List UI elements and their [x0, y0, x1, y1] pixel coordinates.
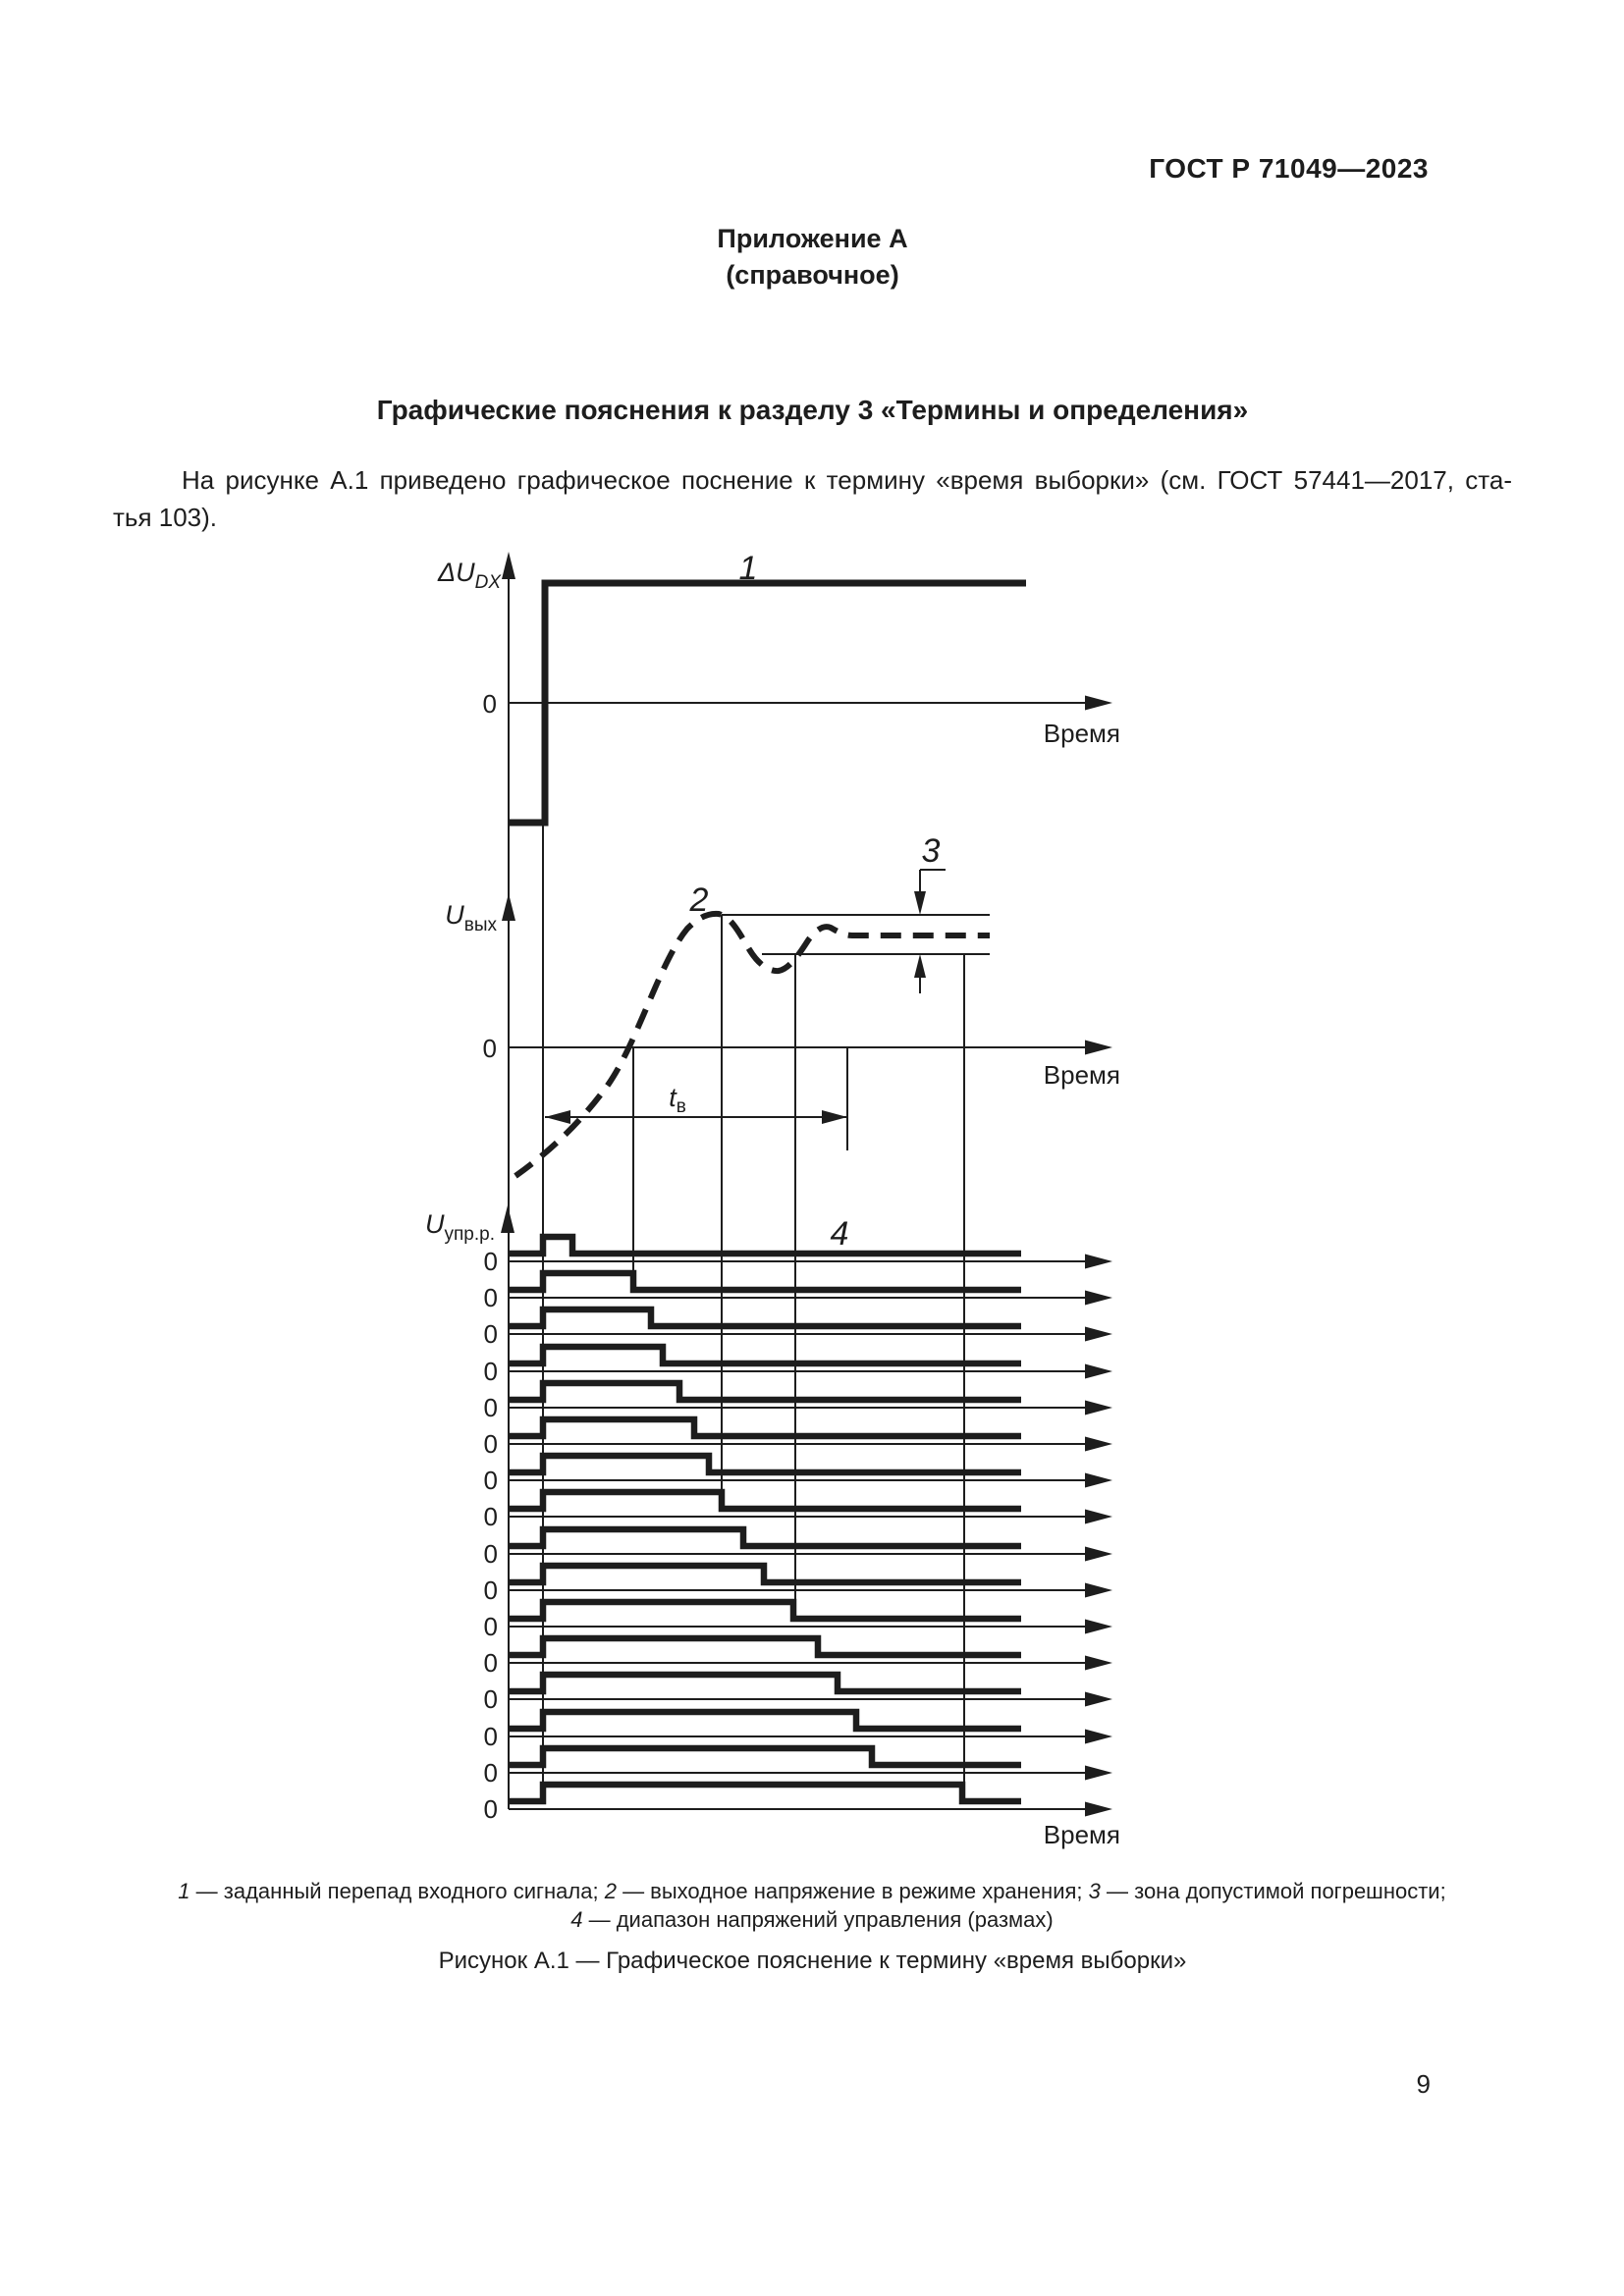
control-pulse [509, 1785, 1021, 1801]
control-pulse [509, 1383, 1021, 1400]
control-pulse [509, 1492, 1021, 1509]
axis-arrow-icon [1085, 1692, 1112, 1707]
y2-axis-arrow-icon [502, 893, 515, 921]
axis-arrow-icon [1085, 1327, 1112, 1342]
legend-text-1: — заданный перепад входного сигнала; [189, 1879, 605, 1903]
zero-label: 0 [482, 1034, 497, 1063]
pulse-rows [484, 1237, 1112, 1824]
legend-line2 [79, 1905, 1545, 1934]
legend-text-4: — диапазон напряжений управления (размах) [582, 1907, 1054, 1932]
control-pulse [509, 1712, 1021, 1729]
control-pulse [509, 1675, 1021, 1691]
paragraph-line2: тья 103). [113, 503, 218, 532]
axis-arrow-icon [1085, 1437, 1112, 1452]
zero-label: 0 [483, 1539, 498, 1569]
y1-axis-label: $\Delta U_{DX}$ [437, 558, 501, 593]
axis-arrow-icon [1085, 1364, 1112, 1379]
zero-label: 0 [483, 1247, 498, 1276]
axis-arrow-icon [1085, 1255, 1112, 1269]
control-pulse [509, 1273, 1021, 1290]
body-paragraph [113, 461, 1512, 536]
axis-arrow-icon [1085, 1401, 1112, 1415]
g3-time-label: Время [1043, 1820, 1120, 1849]
y3-axis-arrow-icon [501, 1205, 514, 1233]
legend-text-3: — зона допустимой погрешности; [1100, 1879, 1446, 1903]
tv-left-arrow-icon [545, 1110, 570, 1124]
control-pulse [509, 1748, 1021, 1765]
zero-label: 0 [483, 1612, 498, 1641]
figure-a1-canvas [393, 530, 1159, 1865]
zero-label: 0 [483, 1429, 498, 1459]
zone3-number: 3 [921, 832, 941, 870]
zero-label: 0 [483, 1794, 498, 1824]
legend-text-2: — выходное напряжение в режиме хранения; [616, 1879, 1089, 1903]
axis-arrow-icon [1085, 1547, 1112, 1562]
control-pulse [509, 1638, 1021, 1655]
curve2-number: 2 [689, 881, 709, 919]
section-title: Графические пояснения к разделу 3 «Термины и определения» [376, 395, 1249, 425]
control-pulse [509, 1566, 1021, 1582]
axis-arrow-icon [1085, 1583, 1112, 1598]
zero-label: 0 [483, 1575, 498, 1605]
figure-caption: Рисунок А.1 — Графическое пояснение к термину «время выборки» [438, 1948, 1187, 1974]
curve4-number: 4 [830, 1215, 849, 1253]
zero-label: 0 [483, 1283, 498, 1312]
axis-arrow-icon [1085, 1473, 1112, 1488]
zero-label: 0 [483, 1758, 498, 1788]
zero-label: 0 [482, 689, 497, 719]
zero-label: 0 [483, 1319, 498, 1349]
y-axis-arrow-icon [502, 552, 515, 579]
legend-num-2: 2 [604, 1879, 617, 1903]
axis-arrow-icon [1085, 1730, 1112, 1744]
page-number: 9 [1416, 2069, 1431, 2099]
curve1-number: 1 [738, 550, 758, 587]
axis-arrow-icon [1085, 1041, 1112, 1055]
control-pulse [509, 1347, 1021, 1363]
output-voltage-curve [515, 914, 990, 1176]
legend-num-1: 1 [178, 1879, 190, 1903]
axis-arrow-icon [1085, 1620, 1112, 1634]
axis-arrow-icon [1085, 1291, 1112, 1306]
legend-line1 [79, 1877, 1545, 1905]
g1-time-label: Время [1043, 719, 1120, 748]
control-pulse [509, 1529, 1021, 1546]
tv-label: $t_в$ [669, 1083, 686, 1117]
appendix-title: Приложение А [717, 224, 908, 253]
control-pulse [509, 1456, 1021, 1472]
axis-arrow-icon [1085, 696, 1112, 711]
axis-arrow-icon [1085, 1656, 1112, 1671]
g2-time-label: Время [1043, 1060, 1120, 1090]
y3-axis-label: $U_{упр.р.}$ [425, 1209, 495, 1245]
control-pulse [509, 1602, 1021, 1619]
zero-label: 0 [483, 1648, 498, 1678]
control-pulse [509, 1309, 1021, 1326]
zero-label: 0 [483, 1722, 498, 1751]
y2-axis-label: $U_{вых}$ [445, 900, 497, 935]
zero-label: 0 [483, 1502, 498, 1531]
zone3-up-arrow-icon [914, 954, 926, 978]
zero-label: 0 [483, 1466, 498, 1495]
tv-right-arrow-icon [822, 1110, 847, 1124]
zero-label: 0 [483, 1357, 498, 1386]
legend-num-3: 3 [1088, 1879, 1101, 1903]
zero-label: 0 [483, 1393, 498, 1422]
control-pulse [509, 1419, 1021, 1436]
axis-arrow-icon [1085, 1766, 1112, 1781]
zone3-down-arrow-icon [914, 891, 926, 915]
paragraph-line1: На рисунке А.1 приведено графическое поснение к термину «время выборки» (см. ГОСТ 57441—2017, ста- [182, 465, 1512, 495]
page-header: ГОСТ Р 71049—2023 [1149, 153, 1429, 184]
axis-arrow-icon [1085, 1802, 1112, 1817]
figure-legend [79, 1877, 1545, 1934]
axis-arrow-icon [1085, 1510, 1112, 1524]
control-pulse [509, 1237, 1021, 1254]
zero-label: 0 [483, 1684, 498, 1714]
appendix-type: (справочное) [726, 260, 899, 290]
legend-num-4: 4 [570, 1907, 583, 1932]
